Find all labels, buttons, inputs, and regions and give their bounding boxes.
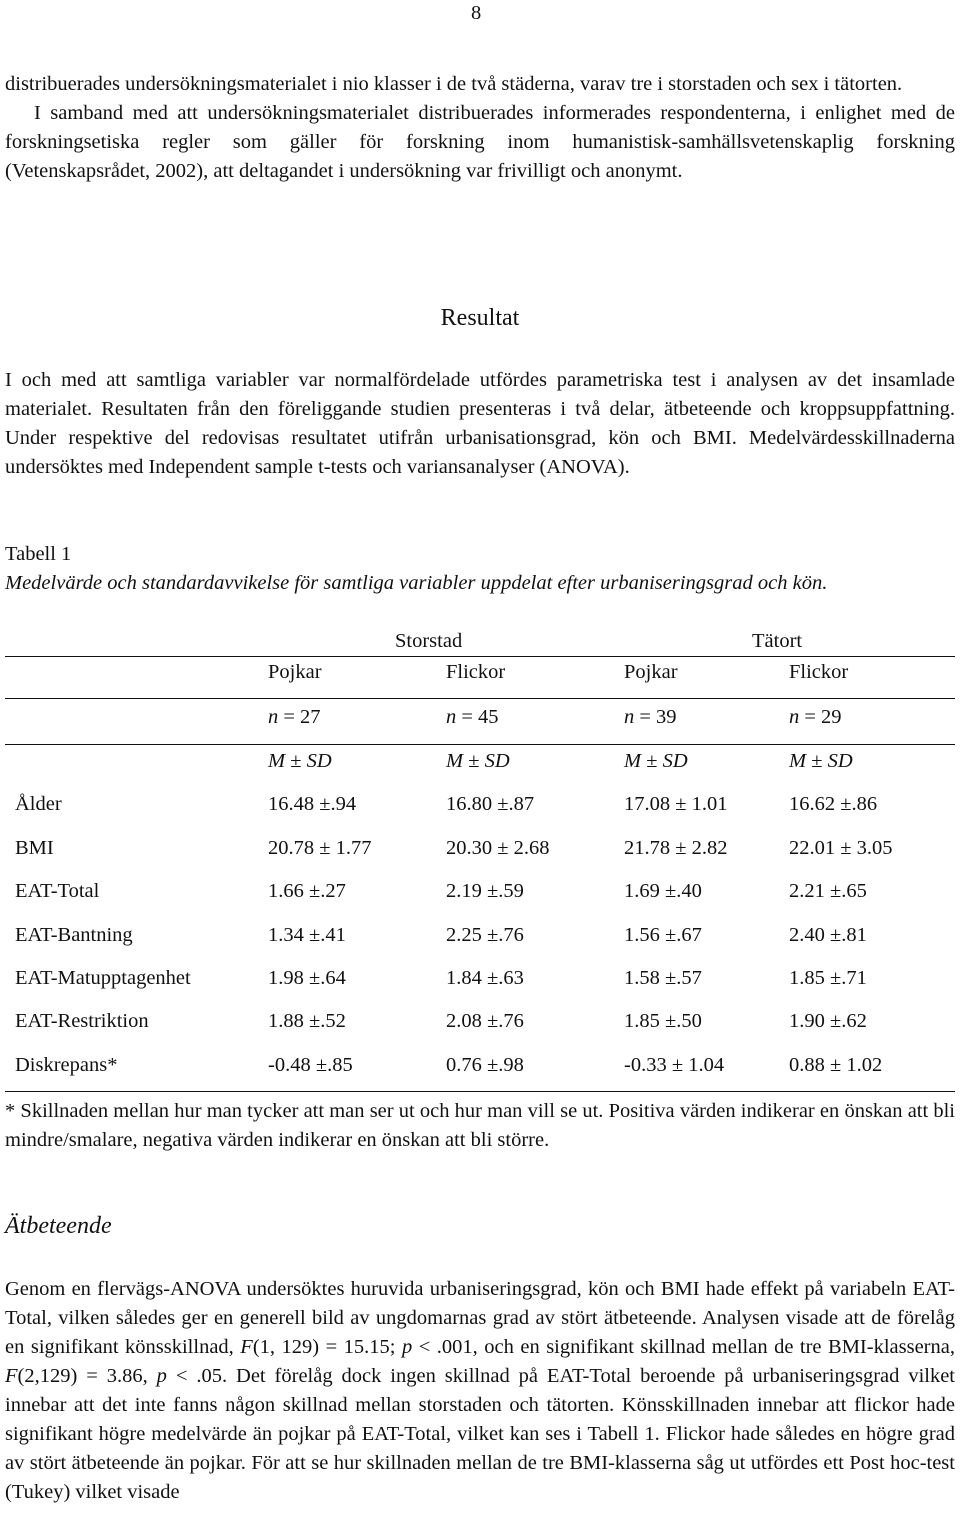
row-label-diskrepans: Diskrepans* (15, 1054, 118, 1076)
resultat-paragraph: I och med att samtliga variabler var normalfördelade utfördes parametriska test i analysen av det insamlade materialet. Resultaten från den föreliggande studien presenteras i två delar, ätbeteende och kroppsuppfattning. Under respektive del redovisas resultatet utifrån urbanisationsgrad, kön och BMI. Medelvärdesskillnaderna undersöktes med Independent sample t-tests och variansanalyser (ANOVA). (5, 369, 955, 478)
table-cell: 1.88 ±.52 (268, 1010, 346, 1032)
table-cell: 16.62 ±.86 (789, 793, 878, 815)
table-cell: 20.78 ± 1.77 (268, 837, 372, 859)
table-cell: 1.34 ±.41 (268, 924, 346, 946)
pm-symbol: ± (290, 750, 302, 772)
text-run: < .05. Det förelåg dock ingen skillnad på EAT-Total beroende på urbaniseringsgrad vilket innebar att det inte fanns någon skillnad mellan storstaden och tätorten. Könsskillnaden innebar att flickor hade signifikant högre medelvärde än pojkar på EAT-Total, vilket kan ses i Tabell 1. Flickor hade således en högre grad av stört ätbeteende än pojkar. För att se hur skillnaden mellan de tre BMI-klasserna såg ut utfördes ett Post hoc-test (Tukey) vilket visade (5, 1365, 956, 1503)
page-number: 8 (471, 2, 482, 24)
table-footnote: * Skillnaden mellan hur man tycker att man ser ut och hur man vill se ut. Positiva värden indikerar en önskan att bli mindre/smalare, negativa värden indikerar en önskan att bli större. (5, 1100, 955, 1151)
text-run: (1, 129) = 15.15; (252, 1336, 402, 1358)
table-cell: 1.69 ±.40 (624, 880, 702, 902)
table-cell: 0.88 ± 1.02 (789, 1054, 883, 1076)
table-cell: 16.80 ±.87 (446, 793, 535, 815)
stat-symbol: F (5, 1365, 18, 1387)
n-symbol: n (624, 706, 635, 728)
n-symbol: n (446, 706, 457, 728)
table-rule-n (5, 744, 955, 745)
row-label-bmi: BMI (15, 837, 54, 859)
table-cell: 2.21 ±.65 (789, 880, 867, 902)
sd-symbol: SD (306, 750, 332, 772)
m-symbol: M (446, 750, 464, 772)
table-cell: 1.90 ±.62 (789, 1010, 867, 1032)
pm-symbol: ± (468, 750, 480, 772)
resultat-heading: Resultat (440, 305, 520, 331)
col-header-pojkar-storstad: Pojkar (268, 661, 322, 683)
n-value: = 29 (804, 706, 842, 728)
m-symbol: M (789, 750, 807, 772)
intro-paragraph-1: distribuerades undersökningsmaterialet i nio klasser i de två städerna, varav tre i storstaden och sex i tätorten. (5, 73, 903, 95)
stat-header (268, 750, 332, 773)
row-label-alder: Ålder (15, 793, 62, 815)
table-cell: -0.33 ± 1.04 (624, 1054, 725, 1076)
table-label: Tabell 1 (5, 543, 72, 565)
table-cell: 2.40 ±.81 (789, 924, 867, 946)
n-symbol: n (789, 706, 800, 728)
intro-section (5, 70, 955, 186)
n-value: = 45 (461, 706, 499, 728)
n-cell (446, 706, 499, 729)
m-symbol: M (624, 750, 642, 772)
pm-symbol: ± (646, 750, 658, 772)
table-cell: 1.84 ±.63 (446, 967, 524, 989)
row-label-eat-total: EAT-Total (15, 880, 100, 902)
table-cell: 1.58 ±.57 (624, 967, 702, 989)
row-label-eat-bantning: EAT-Bantning (15, 924, 133, 946)
col-header-pojkar-tatort: Pojkar (624, 661, 678, 683)
stat-symbol: p (156, 1365, 167, 1387)
stat-header (624, 750, 688, 773)
group-header-tatort: Tätort (752, 630, 803, 652)
n-value: = 39 (639, 706, 677, 728)
table-rule-bottom (5, 1091, 955, 1092)
table-cell: 21.78 ± 2.82 (624, 837, 728, 859)
row-label-eat-restriktion: EAT-Restriktion (15, 1010, 149, 1032)
n-cell (624, 706, 677, 729)
table-cell: 1.85 ±.50 (624, 1010, 702, 1032)
table-cell: 22.01 ± 3.05 (789, 837, 893, 859)
results-table (0, 626, 960, 1096)
sd-symbol: SD (484, 750, 510, 772)
col-header-flickor-tatort: Flickor (789, 661, 849, 683)
col-header-flickor-storstad: Flickor (446, 661, 506, 683)
intro-paragraph-2: I samband med att undersökningsmaterialet distribuerades informerades respondenterna, i enlighet med de forskningsetiska regler som gäller för forskning inom humanistisk-samhällsvetenskaplig forskning (Vetenskapsrådet, 2002), att deltagandet i undersökning var frivilligt och anonymt. (5, 102, 955, 182)
atbeteende-paragraph (5, 1275, 955, 1507)
n-value: = 27 (283, 706, 321, 728)
table-cell: 20.30 ± 2.68 (446, 837, 550, 859)
table-cell: -0.48 ±.85 (268, 1054, 353, 1076)
table-rule-top (5, 656, 955, 657)
text-run: (2,129) = 3.86, (17, 1365, 157, 1387)
text-run: Genom en flervägs-ANOVA undersöktes huruvida urbaniseringsgrad, kön och BMI hade effekt på variabeln EAT-Total, vilken således ger en generell bild av ungdomarnas grad av stört ätbeteende. Analysen visade att de förelåg en signifikant könsskillnad, (5, 1278, 955, 1358)
table-rule-header (5, 698, 955, 699)
sd-symbol: SD (827, 750, 853, 772)
atbeteende-heading: Ätbeteende (5, 1213, 112, 1239)
n-cell (789, 706, 842, 729)
stat-symbol: p (401, 1336, 413, 1358)
table-cell: 2.19 ±.59 (446, 880, 524, 902)
table-cell: 1.98 ±.64 (268, 967, 346, 989)
table-cell: 1.85 ±.71 (789, 967, 867, 989)
table-cell: 16.48 ±.94 (268, 793, 357, 815)
group-header-storstad: Storstad (395, 630, 463, 652)
table-caption: Medelvärde och standardavvikelse för samtliga variabler uppdelat efter urbaniseringsgrad och kön. (5, 572, 828, 594)
stat-header (789, 750, 853, 773)
table-cell: 1.66 ±.27 (268, 880, 346, 902)
row-label-eat-matupptagenhet: EAT-Matupptagenhet (15, 967, 191, 989)
table-cell: 1.56 ±.67 (624, 924, 702, 946)
sd-symbol: SD (662, 750, 688, 772)
pm-symbol: ± (811, 750, 823, 772)
m-symbol: M (268, 750, 286, 772)
stat-header (446, 750, 510, 773)
n-cell (268, 706, 321, 729)
table-cell: 0.76 ±.98 (446, 1054, 524, 1076)
table-cell: 2.25 ±.76 (446, 924, 524, 946)
n-symbol: n (268, 706, 279, 728)
table-cell: 17.08 ± 1.01 (624, 793, 728, 815)
table-cell: 2.08 ±.76 (446, 1010, 524, 1032)
stat-symbol: F (240, 1336, 253, 1358)
text-run: < .001, och en signifikant skillnad mellan de tre BMI-klasserna, (412, 1336, 955, 1358)
